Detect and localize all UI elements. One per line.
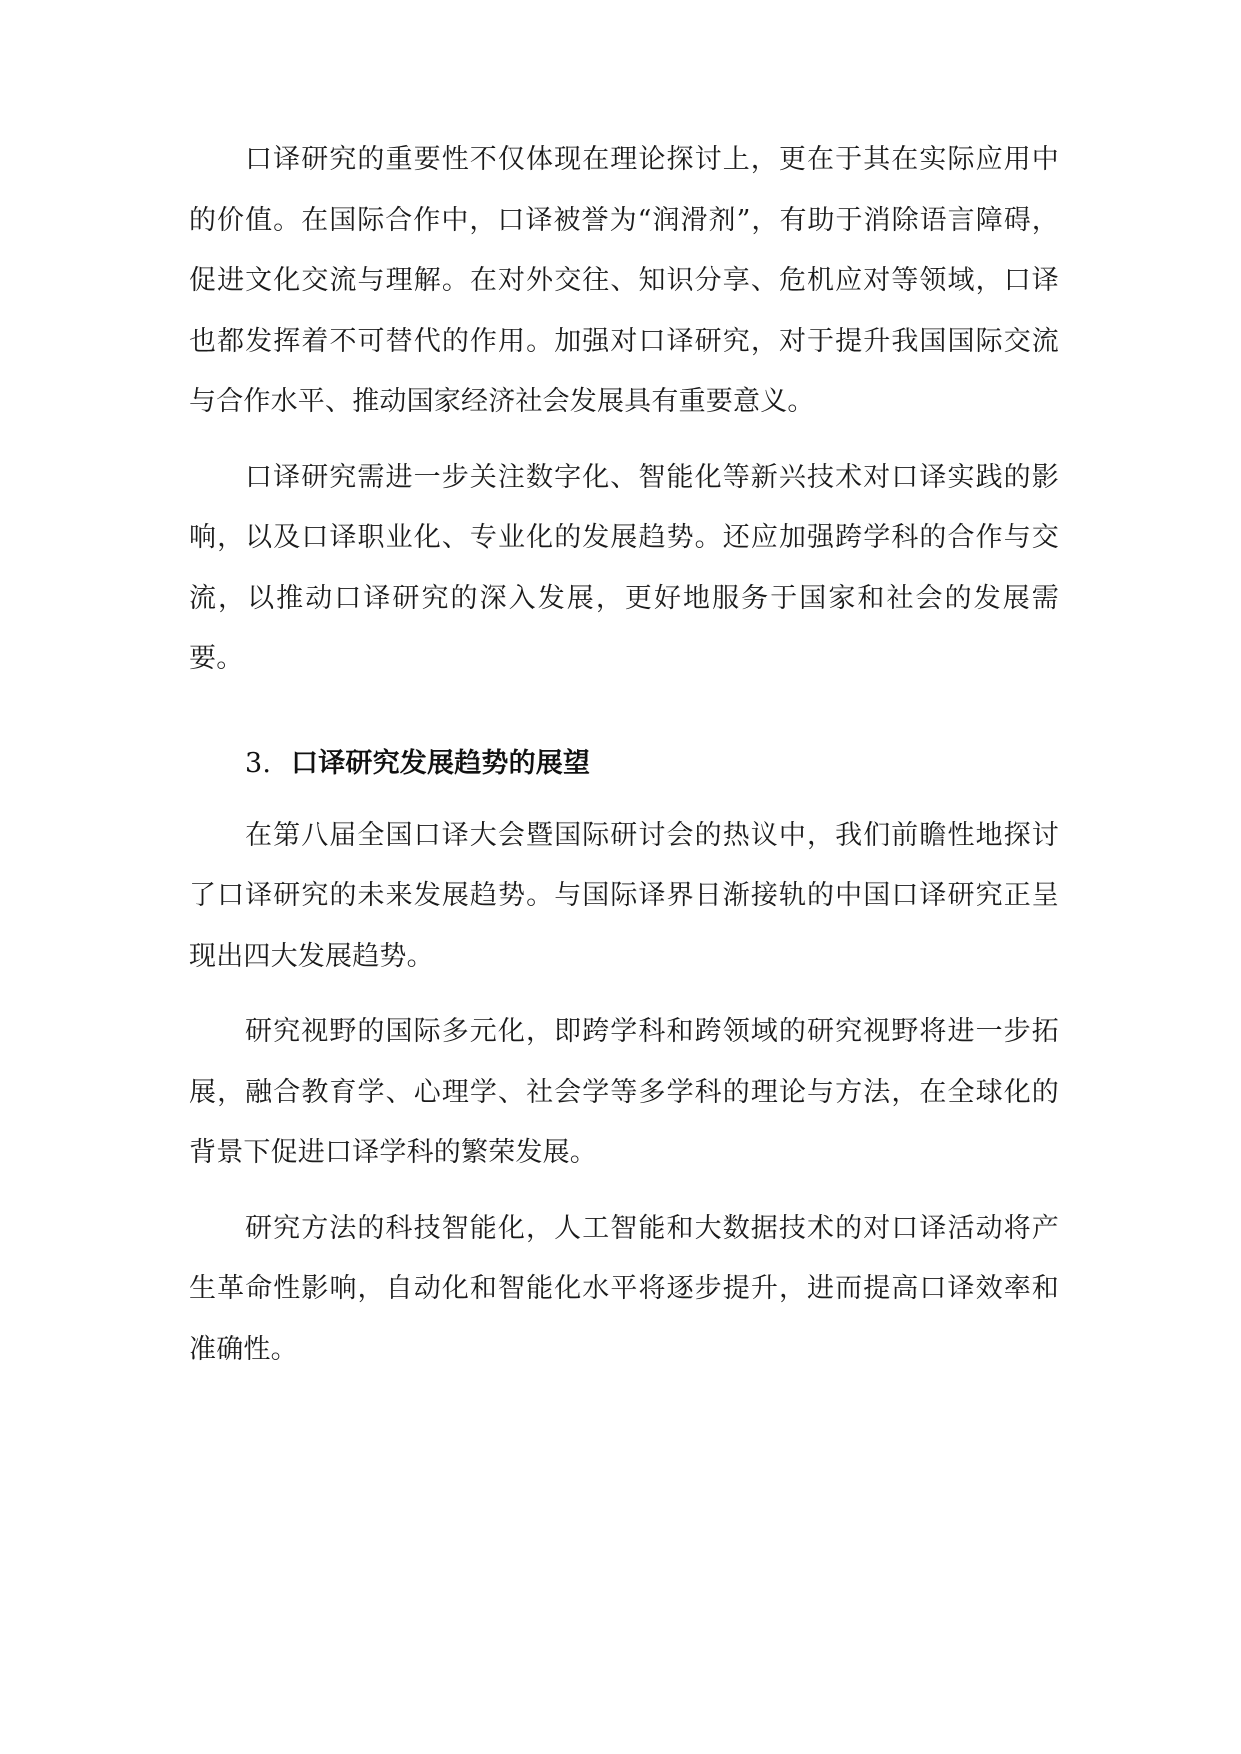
document-body	[189, 130, 1059, 1395]
paragraph-tech-methods: 研究方法的科技智能化，人工智能和大数据技术的对口译活动将产生革命性影响，自动化和智能化水平将逐步提升，进而提高口译效率和准确性。	[189, 1212, 1059, 1365]
section-heading	[189, 734, 1059, 794]
paragraph-conference: 在第八届全国口译大会暨国际研讨会的热议中，我们前瞻性地探讨了口译研究的未来发展趋势。与国际译界日渐接轨的中国口译研究正呈现出四大发展趋势。	[189, 819, 1059, 972]
paragraph-digital-focus: 口译研究需进一步关注数字化、智能化等新兴技术对口译实践的影响，以及口译职业化、专业化的发展趋势。还应加强跨学科的合作与交流，以推动口译研究的深入发展，更好地服务于国家和社会的发展需要。	[189, 461, 1059, 674]
section-title: 口译研究发展趋势的展望	[291, 747, 591, 779]
paragraph-importance: 口译研究的重要性不仅体现在理论探讨上，更在于其在实际应用中的价值。在国际合作中，口译被誉为“润滑剂”，有助于消除语言障碍，促进文化交流与理解。在对外交往、知识分享、危机应对等领域，口译也都发挥着不可替代的作用。加强对口译研究，对于提升我国国际交流与合作水平、推动国家经济社会发展具有重要意义。	[189, 144, 1059, 417]
section-number: 3.	[245, 747, 272, 779]
paragraph-international-view: 研究视野的国际多元化，即跨学科和跨领域的研究视野将进一步拓展，融合教育学、心理学、社会学等多学科的理论与方法，在全球化的背景下促进口译学科的繁荣发展。	[189, 1016, 1059, 1168]
